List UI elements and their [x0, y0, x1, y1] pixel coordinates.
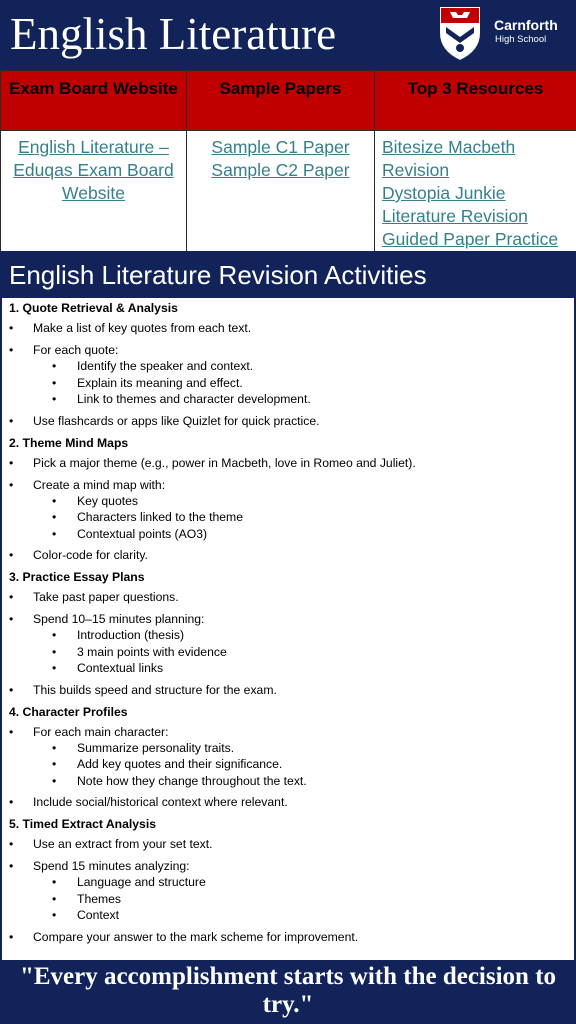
activity-sub-bullet: • Themes — [9, 891, 574, 908]
activity-sub-bullet: • Note how they change throughout the text. — [9, 773, 574, 790]
motivational-quote: "Every accomplishment starts with the decision to try." — [19, 963, 557, 1018]
activities-list — [0, 298, 576, 960]
quote-footer — [0, 960, 576, 1024]
activity-bullet: • Use an extract from your set text. — [9, 837, 574, 852]
activity-section — [9, 817, 574, 945]
activity-sub-bullet: • Characters linked to the theme — [9, 509, 574, 526]
activity-sub-bullet: • Explain its meaning and effect. — [9, 375, 574, 392]
page-title: English Literature — [10, 9, 337, 59]
sample-papers-cell — [187, 131, 375, 252]
activity-bullet: • Spend 10–15 minutes planning: — [9, 612, 574, 627]
section-title: 1. Quote Retrieval & Analysis — [9, 301, 178, 315]
activity-bullet: • Use flashcards or apps like Quizlet for quick practice. — [9, 414, 574, 429]
activity-sub-bullet: • Key quotes — [9, 493, 574, 510]
page-header — [0, 0, 576, 70]
activities-title: English Literature Revision Activities — [9, 260, 427, 290]
section-title: 4. Character Profiles — [9, 704, 128, 719]
activity-section — [9, 436, 574, 564]
activity-sub-bullet: • Context — [9, 907, 574, 924]
exam-board-link[interactable]: English Literature – Eduqas Exam Board Website — [13, 137, 174, 203]
dystopia-junkie-link[interactable]: Dystopia Junkie Literature Revision — [382, 183, 528, 226]
activity-bullet: • Create a mind map with: — [9, 478, 574, 493]
top-resources-cell — [375, 131, 576, 252]
school-subtitle: High School — [495, 34, 547, 45]
activity-sub-bullet: • Introduction (thesis) — [9, 627, 574, 644]
activity-section — [9, 570, 574, 698]
activity-bullet: • Include social/historical context where relevant. — [9, 795, 574, 810]
activity-bullet: • Compare your answer to the mark scheme for improvement. — [9, 930, 574, 945]
header-sample-papers: Sample Papers — [187, 71, 375, 131]
guided-paper-link[interactable]: Guided Paper Practice — [382, 229, 559, 249]
activity-sub-bullet: • 3 main points with evidence — [9, 644, 574, 661]
activity-sub-bullet: • Contextual links — [9, 660, 574, 677]
resources-table — [0, 70, 576, 252]
section-title: 5. Timed Extract Analysis — [9, 817, 156, 831]
school-crest-icon — [436, 3, 484, 63]
header-top-resources: Top 3 Resources — [375, 71, 576, 131]
activity-bullet: • For each quote: — [9, 343, 574, 358]
activity-sub-bullet: • Identify the speaker and context. — [9, 358, 574, 375]
activity-section — [9, 301, 574, 429]
activity-bullet: • Make a list of key quotes from each text. — [9, 321, 574, 336]
activity-sub-bullet: • Link to themes and character development. — [9, 391, 574, 408]
activity-bullet: • Spend 15 minutes analyzing: — [9, 859, 574, 874]
activity-bullet: • For each main character: — [9, 725, 574, 740]
bitesize-macbeth-link[interactable]: Bitesize Macbeth Revision — [382, 137, 516, 180]
activity-sub-bullet: • Contextual points (AO3) — [9, 526, 574, 543]
section-title: 3. Practice Essay Plans — [9, 570, 145, 584]
activities-header — [0, 251, 576, 298]
exam-board-cell — [1, 131, 187, 252]
activity-sub-bullet: • Language and structure — [9, 874, 574, 891]
activity-sub-bullet: • Add key quotes and their significance. — [9, 756, 574, 773]
activity-bullet: • This builds speed and structure for the exam. — [9, 683, 574, 698]
activity-section — [9, 705, 574, 811]
activity-bullet: • Take past paper questions. — [9, 590, 574, 605]
section-title: 2. Theme Mind Maps — [9, 435, 129, 450]
activity-bullet: • Color-code for clarity. — [9, 548, 574, 563]
sample-c2-link[interactable]: Sample C2 Paper — [211, 160, 350, 180]
header-exam-board: Exam Board Website — [1, 71, 187, 131]
activity-sub-bullet: • Summarize personality traits. — [9, 740, 574, 757]
activity-bullet: • Pick a major theme (e.g., power in Macbeth, love in Romeo and Juliet). — [9, 456, 574, 471]
sample-c1-link[interactable]: Sample C1 Paper — [211, 137, 350, 157]
school-name: Carnforth — [494, 17, 558, 33]
